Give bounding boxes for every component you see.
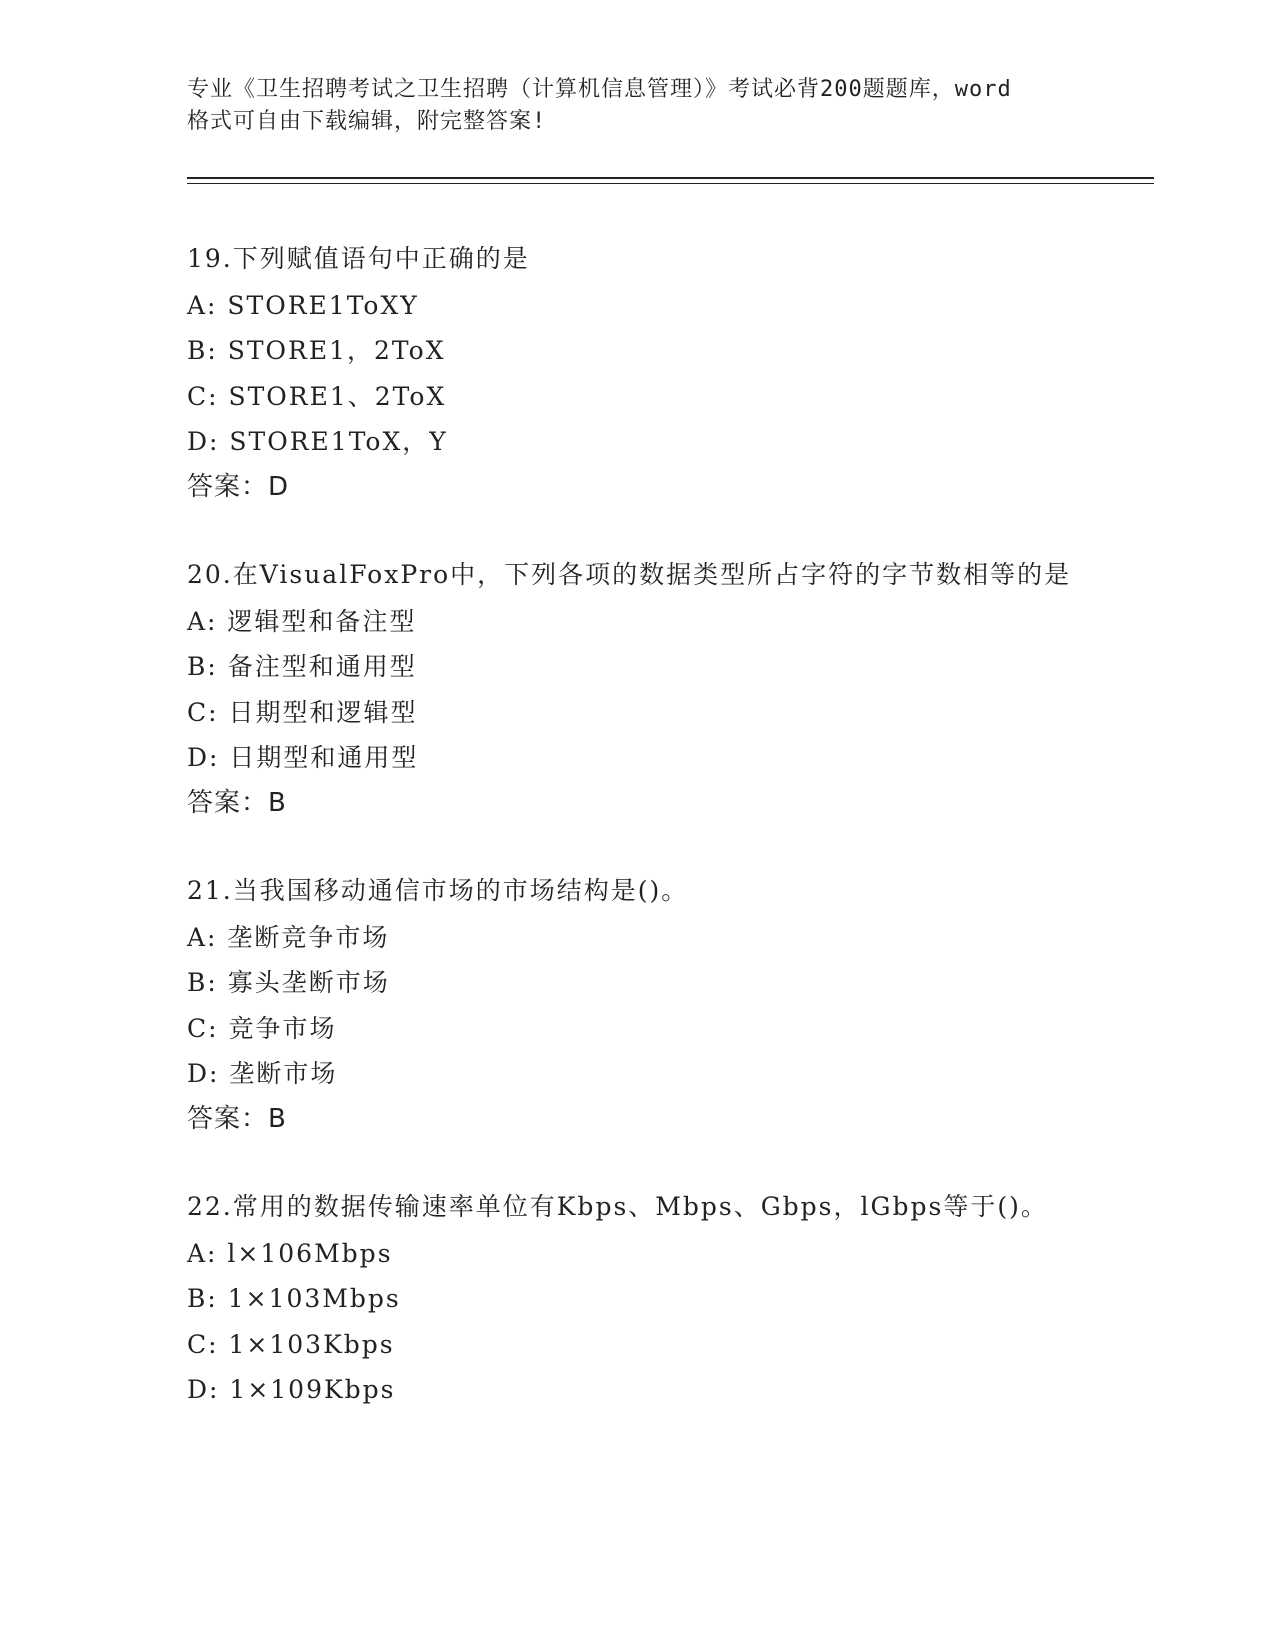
question-stem: 20.在VisualFoxPro中，下列各项的数据类型所占字符的字节数相等的是 [187,559,1072,589]
option-c: C: 日期型和逻辑型 [187,697,418,727]
header-divider-thin [187,183,1154,184]
option-b: B: 1×103Mbps [187,1284,401,1314]
option-c: C: 1×103Kbps [187,1329,395,1359]
option-b: B: 寡头垄断市场 [187,968,390,998]
question-stem: 21.当我国移动通信市场的市场结构是()。 [187,875,689,905]
option-d: D: STORE1ToX，Y [187,427,448,457]
header-line-1: 专业《卫生招聘考试之卫生招聘（计算机信息管理）》考试必背200题题库，word [187,77,1012,102]
option-d: D: 日期型和通用型 [187,743,419,773]
question-21 [187,868,1087,1141]
option-a: A: l×106Mbps [187,1238,393,1268]
answer-label: 答案：B [187,787,287,818]
question-list [187,236,1087,1456]
option-a: A: 逻辑型和备注型 [187,606,417,636]
header-line-2: 格式可自由下载编辑，附完整答案! [187,109,547,134]
answer-label: 答案：D [187,471,290,502]
option-a: A: 垄断竞争市场 [187,922,390,952]
option-a: A: STORE1ToXY [187,290,419,320]
question-19 [187,236,1087,509]
question-22 [187,1184,1087,1413]
option-c: C: STORE1、2ToX [187,381,447,411]
question-20 [187,552,1087,825]
option-b: B: 备注型和通用型 [187,652,417,682]
question-stem: 19.下列赋值语句中正确的是 [187,244,530,273]
option-b: B: STORE1，2ToX [187,336,446,366]
header-divider [187,177,1154,179]
document-header [187,74,1087,138]
answer-label: 答案：B [187,1103,287,1134]
option-d: D: 垄断市场 [187,1059,338,1089]
option-c: C: 竞争市场 [187,1013,337,1043]
question-stem: 22.常用的数据传输速率单位有Kbps、Mbps、Gbps，lGbps等于()。 [187,1191,1048,1221]
option-d: D: 1×109Kbps [187,1375,396,1405]
